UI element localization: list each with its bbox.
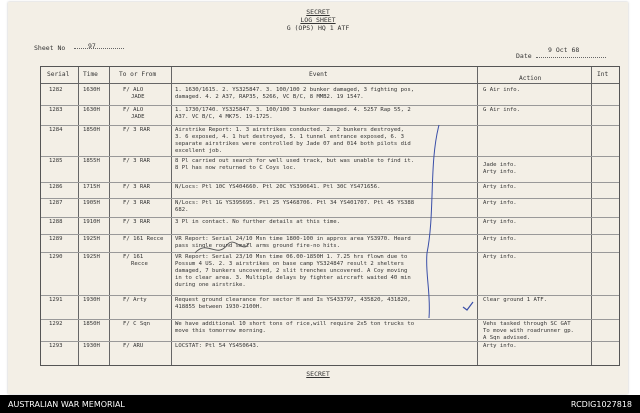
to-from-cell: F/ ARU — [123, 343, 144, 349]
time-cell: 1850H — [83, 127, 100, 133]
action-line: Arty info. — [483, 236, 517, 242]
classification-bottom: SECRET — [306, 370, 330, 378]
date-line — [536, 57, 606, 58]
to-from-cell: F/ 3 RAR — [123, 219, 150, 225]
action-line: G Air info. — [483, 107, 521, 113]
time-cell: 1925H — [83, 236, 100, 242]
event-line: Airstrike Report: 1. 3 airstrikes conducted. 2. 2 bunkers destroyed, — [175, 127, 405, 133]
to-from-cell: JADE — [131, 94, 145, 100]
col-to-from: To or From — [119, 71, 157, 78]
event-line: Request ground clearance for sector H and Is YS433797, 435820, 431820, — [175, 297, 411, 303]
event-line: during one airstrike. — [175, 282, 246, 288]
to-from-cell: JADE — [131, 114, 145, 120]
to-from-cell: F/ 161 — [123, 254, 144, 260]
event-line: damaged. 4. 2 A37, RAP35, 5266, VC B/C, 8 MMB2. 19 1547. — [175, 94, 364, 100]
action-line: Arty info. — [483, 184, 517, 190]
event-line: 8 Pl carried out search for well used track, but was unable to find it. — [175, 158, 415, 164]
event-line: 3 Pl in contact. No further details at this time. — [175, 219, 341, 225]
to-from-cell: F/ 161 Recce — [123, 236, 164, 242]
to-from-cell: F/ ALO — [123, 107, 144, 113]
event-line: LOCSTAT: Ptl 54 YS450643. — [175, 343, 260, 349]
action-line: Arty info. — [483, 169, 517, 175]
time-cell: 1630H — [83, 107, 100, 113]
event-line: pass single round small arms ground fire-no hits. — [175, 243, 341, 249]
event-line: VR Report: Serial 23/10 Msn time 06.00-1850H 1. 7.25 hrs flown due to — [175, 254, 408, 260]
action-line: G Air info. — [483, 87, 521, 93]
serial-cell: 1287 — [49, 200, 63, 206]
event-line: excellent job. — [175, 148, 223, 154]
serial-cell: 1285 — [49, 158, 63, 164]
sheet-number: 97 — [88, 42, 96, 50]
event-line: in to clear area. 3. Multiple delays by fighter aircraft waited 40 min — [175, 275, 411, 281]
col-event: Event — [309, 71, 328, 78]
time-cell: 1715H — [83, 184, 100, 190]
serial-cell: 1288 — [49, 219, 63, 225]
event-line: 1. 1730/1740. YS325847. 3. 100/100 3 bunker damaged. 4. 5257 Rap 55, 2 — [175, 107, 411, 113]
event-line: Possum 4 US. 2. 3 airstrikes on base camp YS324847 result 2 shelters — [175, 261, 405, 267]
serial-cell: 1293 — [49, 343, 63, 349]
event-line: damaged, 7 bunkers uncovered, 2 slit trenches uncovered. A Coy moving — [175, 268, 408, 274]
event-line: move this tomorrow morning. — [175, 328, 266, 334]
event-line: VR Report: Serial 24/10 Msn time 1800-100 in approx area YS3970. Heard — [175, 236, 411, 242]
col-time: Time — [83, 71, 98, 78]
to-from-cell: F/ 3 RAR — [123, 200, 150, 206]
time-cell: 1855H — [83, 158, 100, 164]
action-line: Vehs tasked through SC GAT — [483, 321, 571, 327]
col-serial: Serial — [47, 71, 70, 78]
serial-cell: 1291 — [49, 297, 63, 303]
time-cell: 1905H — [83, 200, 100, 206]
event-line: 1. 1630/1615. 2. YS325847. 3. 100/100 2 bunker damaged, 3 fighting pos, — [175, 87, 415, 93]
pen-margin-mark — [421, 123, 445, 323]
event-line: 418855 between 1930-2100H. — [175, 304, 263, 310]
time-cell: 1910H — [83, 219, 100, 225]
serial-cell: 1289 — [49, 236, 63, 242]
event-line: separate airstrikes were controlled by Jade 07 and 014 both pilots did — [175, 141, 411, 147]
col-action: Action — [519, 75, 542, 82]
col-int: Int — [597, 71, 609, 78]
time-cell: 1925H — [83, 254, 100, 260]
time-cell: 1930H — [83, 343, 100, 349]
archive-footer — [0, 395, 640, 413]
to-from-cell: F/ ALO — [123, 87, 144, 93]
serial-cell: 1284 — [49, 127, 63, 133]
to-from-cell: F/ 3 RAR — [123, 184, 150, 190]
serial-cell: 1292 — [49, 321, 63, 327]
time-cell: 1850H — [83, 321, 100, 327]
log-table — [40, 66, 620, 366]
pen-tick — [461, 301, 475, 311]
to-from-cell: Recce — [131, 261, 148, 267]
sheet-label: Sheet No — [34, 44, 66, 52]
event-line: A37. VC B/C, 4 MK75. 19-1725. — [175, 114, 273, 120]
sheet-number-line — [74, 48, 124, 49]
date-value: 9 Oct 68 — [548, 46, 580, 54]
archive-name: AUSTRALIAN WAR MEMORIAL — [8, 399, 125, 409]
action-line: Arty info. — [483, 343, 517, 349]
action-line: Clear ground 1 ATF. — [483, 297, 547, 303]
event-line: 3. 6 exposed, 4. 1 hut destroyed, 5. 1 tunnel entrance exposed, 6. 3 — [175, 134, 405, 140]
action-line: Arty info. — [483, 254, 517, 260]
action-line: Arty info. — [483, 200, 517, 206]
date-label: Date — [516, 52, 532, 60]
action-line: Jade info. — [483, 162, 517, 168]
event-line: N/Locs: Ptl 10C YS404660. Ptl 20C YS390641. Ptl 30C YS471656. — [175, 184, 381, 190]
time-cell: 1630H — [83, 87, 100, 93]
action-line: A Sqn advised. — [483, 335, 531, 341]
event-line: 682. — [175, 207, 189, 213]
to-from-cell: F/ C Sqn — [123, 321, 150, 327]
to-from-cell: F/ 3 RAR — [123, 127, 150, 133]
serial-cell: 1283 — [49, 107, 63, 113]
log-title: LOG SHEET — [300, 16, 336, 24]
action-line: Arty info. — [483, 219, 517, 225]
time-cell: 1930H — [83, 297, 100, 303]
serial-cell: 1282 — [49, 87, 63, 93]
to-from-cell: F/ Arty — [123, 297, 147, 303]
event-line: N/Locs: Ptl 1G YS395695. Ptl 25 YS468706. Ptl 34 YS401707. Ptl 45 YS388 — [175, 200, 415, 206]
unit-title: G (OPS) HQ 1 ATF — [286, 24, 350, 32]
log-sheet-page — [8, 2, 628, 394]
event-line: We have additional 10 short tons of rice,will require 2x5 ton trucks to — [175, 321, 415, 327]
to-from-cell: F/ 3 RAR — [123, 158, 150, 164]
record-id: RCDIG1027818 — [570, 399, 632, 409]
serial-cell: 1286 — [49, 184, 63, 190]
classification-top: SECRET — [306, 8, 330, 16]
serial-cell: 1290 — [49, 254, 63, 260]
event-line: 8 Pl has now returned to C Coys loc. — [175, 165, 297, 171]
action-line: To move with roadrunner gp. — [483, 328, 574, 334]
